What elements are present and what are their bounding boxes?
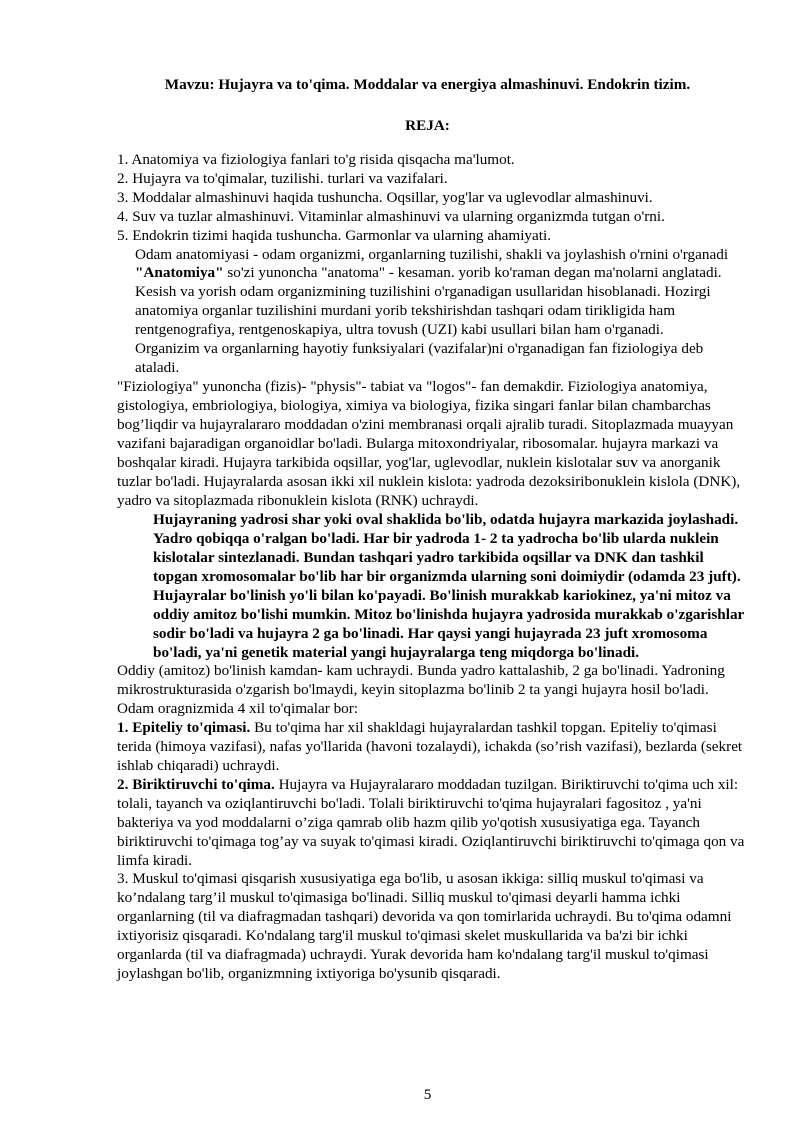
paragraph-text: Hujayra va Hujayralararo moddadan tuzilgan. Biriktiruvchi to'qima uch xil: tolali, tayanch va oziqlantiruvchi bo'ladi. Tolali biriktiruvchi to'qima hujayralari fagositoz , ya'ni bakteriya va yod moddalarni o’ziga qamrab olib hazm qilib yo'qotish xususiyatiga ega. Tayanch biriktiruvchi to'qimaga tog’ay va suyak to'qimasi kiradi. Oziqlantiruvchi biriktiruvchi to'qimaga qon va limfa kiradi.	[117, 775, 745, 869]
tissue-muscle: 3. Muskul to'qimasi qisqarish xususiyatiga ega bo'lib, u asosan ikkiga: silliq muskul to'qimasi va ko’ndalang targ’il muskul to'qimasiga bo'linadi. Silliq muskul to'qimasi deyarli hamma ichki organlarning (til va diafragmadan tashqari) devorida va qon tomirlarida uchraydi. Bu to'qima odamni ixtiyorisiz qisqaradi. Ko'ndalang targ'il muskul to'qimasi skelet muskullarida va ba'zi bir ichki organlarda (til va diafragmada) uchraydi. Yurak devorida ham ko'ndalang targ'il muskul to'qimasi joylashgan bo'lib, organizmning ixtiyoriga bo'ysunib qisqaradi.	[117, 870, 732, 982]
paragraph-text: va anorganik tuzlar bo'ladi. Hujayralarda asosan ikki xil nuklein kislota: yadroda dezoksiribonuklein kislola (DNK), yadro va sitoplazmada ribonuklein kislota (RNK) uchraydi.	[117, 453, 741, 510]
plan-item: 3. Moddalar almashinuvi haqida tushuncha. Oqsillar, yog'lar va uglevodlar almashinuvi.	[117, 188, 653, 206]
paragraph-text: "Fiziologiya" yunoncha (fizis)- "physis"- tabiat va "logos"- fan demakdir. Fiziologiya anatomiya, gistologiya, embriologiya, biologiya, ximiya va biologiya, fizika singari fanlar bilan chambarchas bog’liqdir va hujayralararo moddadan o'zini membranasi orqali ajralib turadi. Sitoplazmada muayyan vazifani bajaradigan organoidlar bo'ladi. Bularga mitoxondriyalar, ribosomalar. hujayra markazi va boshqalar kiradi. Hujayra tarkibida oqsillar, yog'lar, uglevodlar, nuklein kislotalar	[117, 377, 734, 471]
page-number: 5	[423, 1086, 432, 1103]
plan-item: 4. Suv va tuzlar almashinuvi. Vitaminlar almashinuvi va ularning organizmda tutgan o'rni.	[117, 207, 665, 225]
plan-heading: REJA:	[405, 117, 450, 134]
tissue-heading: 1. Epiteliy to'qimasi.	[117, 719, 251, 737]
tissue-connective	[117, 776, 747, 871]
plan-item: 2. Hujayra va to'qimalar, tuzilishi. turlari va vazifalari.	[117, 169, 448, 187]
paragraph-anatomy	[117, 246, 747, 341]
plan-item: 5. Endokrin tizimi haqida tushuncha. Garmonlar va ularning ahamiyati.	[117, 226, 551, 244]
paragraph-physiology	[117, 378, 747, 511]
tissue-heading: 2. Biriktiruvchi to'qima.	[117, 775, 275, 793]
paragraph-text: Odam anatomiyasi - odam organizmi, organlarning tuzilishi, shakli va joylashish o'rnini o'rganadi	[135, 245, 729, 263]
tissue-epithelial	[117, 719, 747, 776]
bold-term: SUV	[616, 457, 639, 470]
tissue-intro: Odam oragnizmida 4 xil to'qimalar bor:	[117, 700, 359, 718]
page-title: Mavzu: Hujayra va to'qima. Moddalar va energiya almashinuvi. Endokrin tizim.	[164, 76, 691, 93]
body-text	[117, 151, 747, 984]
paragraph-text: so'zi yunoncha "anatoma" - kesaman. yorib ko'raman degan ma'nolarni anglatadi. Kesish va yorish odam organizmining tuzilishini o'rganadigan usullaridan hisoblanadi. Hozirgi anatomiya organlar tuzilishini murdani yorib tekshirishdan tashqari odam tirikligida ham rentgenografiya, rentgenoskapiya, ultra tovush (UZI) kabi usullari bilan ham o'rganadi.	[135, 264, 722, 339]
plan-item: 1. Anatomiya va fiziologiya fanlari to'g risida qisqacha ma'lumot.	[117, 151, 515, 168]
paragraph-text: Bu to'qima har xil shakldagi hujayralardan tashkil topgan. Epiteliy to'qimasi terida (himoya vazifasi), nafas yo'llarida (havoni tozalaydi), ichakda (so’rish vazifasi), bezlarda (sekret ishlab chiqaradi) uchraydi.	[117, 719, 743, 774]
paragraph-physiology-definition: Organizim va organlarning hayotiy funksiyalari (vazifalar)ni o'rganadigan fan fiziologiya deb ataladi.	[135, 340, 704, 376]
paragraph-nucleus: Hujayraning yadrosi shar yoki oval shaklida bo'lib, odatda hujayra markazida joylashadi. Yadro qobiqqa o'ralgan bo'ladi. Har bir yadroda 1- 2 ta yadrocha bo'lib ularda nuklein kislotalar sintezlanadi. Bundan tashqari yadro tarkibida oqsillar va DNK dan tashkil topgan xromosomalar bo'lib har bir organizmda ularning soni doimiydir (odamda 23 juft). Hujayralar bo'linish yo'li bilan ko'payadi. Bo'linish murakkab kariokinez, ya'ni mitoz va oddiy amitoz bo'lishi mumkin. Mitoz bo'linishda hujayra yadrosida murakkab o'zgarishlar sodir bo'ladi va hujayra 2 ga bo'linadi. Har qaysi yangi hujayrada 23 juft xromosoma bo'ladi, ya'ni genetik material yangi hujayralarga teng miqdorga bo'linadi.	[153, 511, 745, 661]
bold-term: "Anatomiya"	[135, 264, 224, 282]
paragraph-amitosis: Oddiy (amitoz) bo'linish kamdan- kam uchraydi. Bunda yadro kattalashib, 2 ga bo'linadi. Yadroning mikrostrukturasida o'zgarish bo'lmaydi, keyin sitoplazma bo'linib 2 ta yangi hujayra hosil bo'ladi.	[117, 662, 725, 699]
